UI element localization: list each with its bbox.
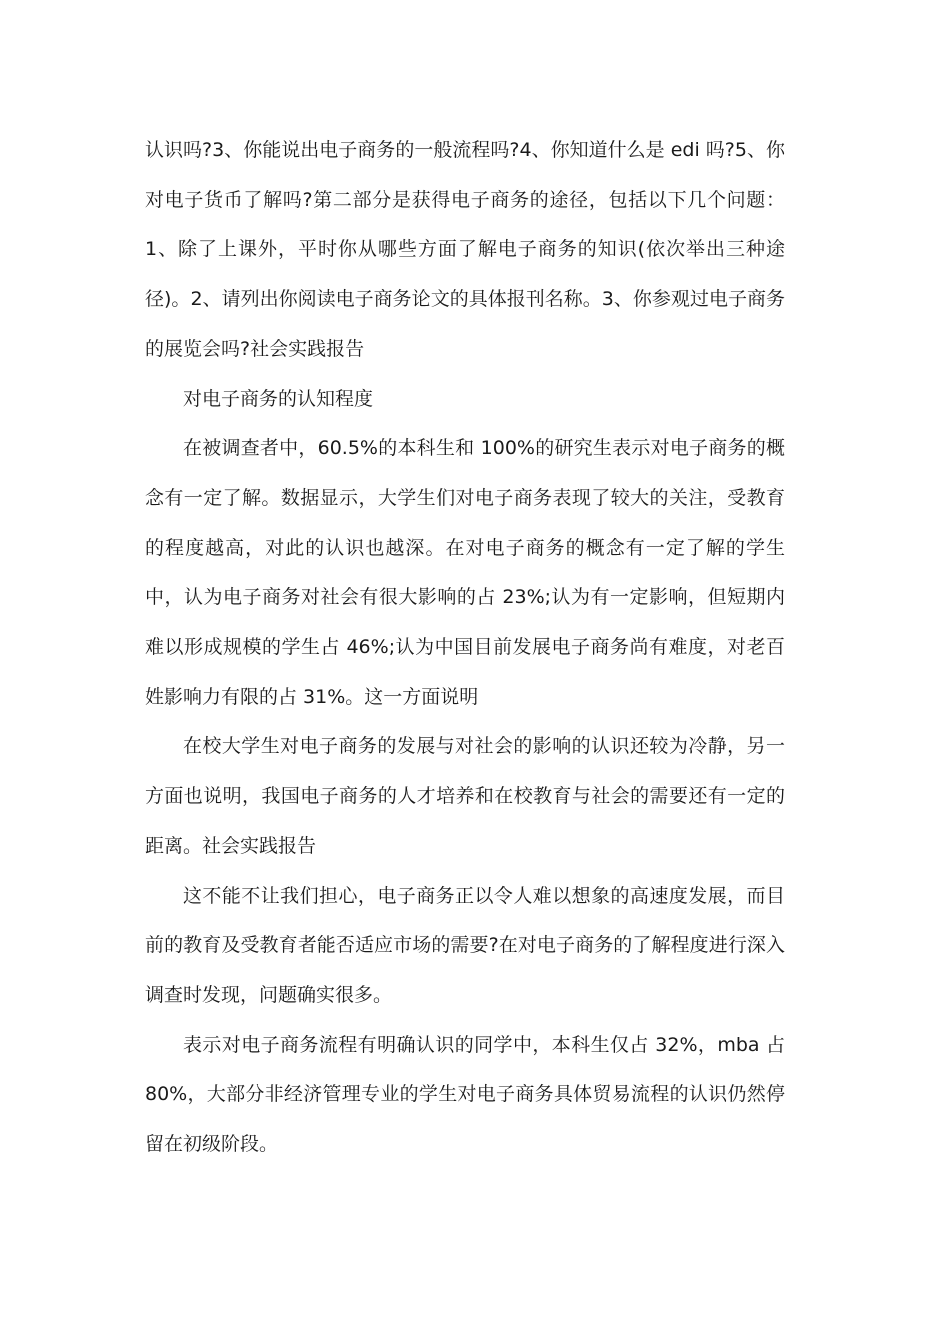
- paragraph-concerns: 这不能不让我们担心，电子商务正以令人难以想象的高速度发展，而目前的教育及受教育者能否适应市场的需要?在对电子商务的了解程度进行深入调查时发现，问题确实很多。: [145, 884, 785, 1006]
- section-heading-awareness: 对电子商务的认知程度: [183, 387, 374, 410]
- paragraph-education-gap: 在校大学生对电子商务的发展与对社会的影响的认识还较为冷静，另一方面也说明，我国电子商务的人才培养和在校教育与社会的需要还有一定的距离。社会实践报告: [145, 735, 785, 857]
- paragraph-survey-questions: 认识吗?3、你能说出电子商务的一般流程吗?4、你知道什么是 edi 吗?5、你对电子货币了解吗?第二部分是获得电子商务的途径，包括以下几个问题：1、除了上课外，平时你从哪些方面了解电子商务的知识(依次举出三种途径)。2、请列出你阅读电子商务论文的具体报刊名称。3、你参观过电子商务的展览会吗?社会实践报告: [145, 139, 785, 360]
- document-body: [145, 126, 785, 1170]
- paragraph-survey-results: 在被调查者中，60.5%的本科生和 100%的研究生表示对电子商务的概念有一定了解。数据显示，大学生们对电子商务表现了较大的关注，受教育的程度越高，对此的认识也越深。在对电子商务的概念有一定了解的学生中，认为电子商务对社会有很大影响的占 23%;认为有一定影响，但短期内难以形成规模的学生占 46%;认为中国目前发展电子商务尚有难度，对老百姓影响力有限的占 31%。这一方面说明: [145, 437, 785, 708]
- paragraph-process-awareness: 表示对电子商务流程有明确认识的同学中，本科生仅占 32%，mba 占 80%，大部分非经济管理专业的学生对电子商务具体贸易流程的认识仍然停留在初级阶段。: [145, 1033, 785, 1156]
